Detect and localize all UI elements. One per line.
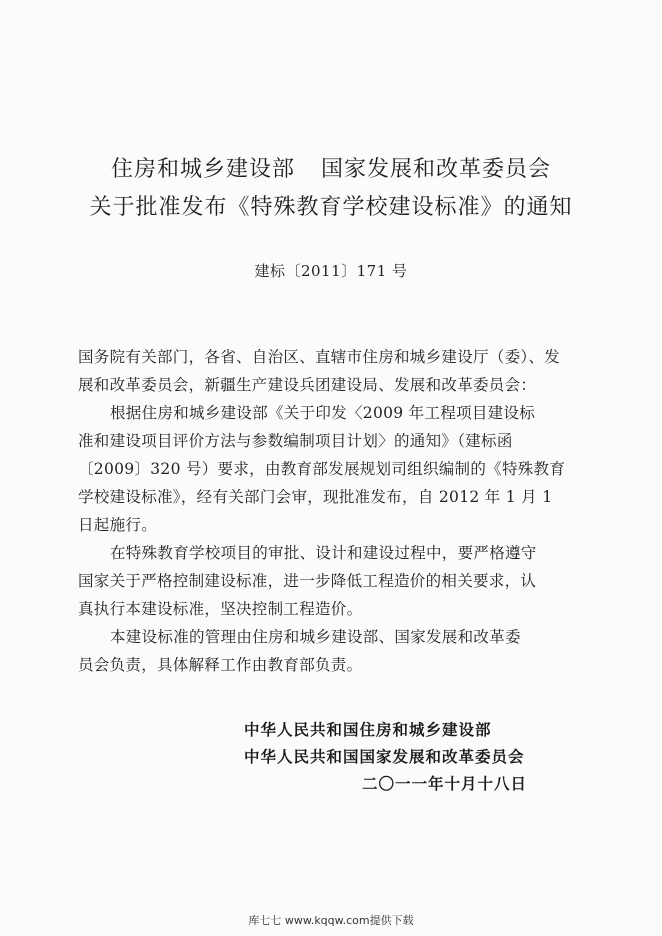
paragraph-line: 本建设标准的管理由住房和城乡建设部、国家发展和改革委: [110, 628, 521, 646]
paragraph-line: 根据住房和城乡建设部《关于印发〈2009 年工程项目建设标: [110, 404, 536, 422]
footer-watermark: 库七七 www.kqqw.com提供下载: [248, 914, 414, 927]
paragraph-line: 准和建设项目评价方法与参数编制项目计划〉的通知》（建标函: [78, 432, 513, 450]
title-issuer-1: 住房和城乡建设部: [110, 157, 295, 182]
title-issuer-2: 国家发展和改革委员会: [321, 157, 552, 182]
addressee-line: 国务院有关部门，各省、自治区、直辖市住房和城乡建设厅（委）、发: [78, 348, 561, 366]
title-line-2: 关于批准发布《特殊教育学校建设标准》的通知: [89, 195, 573, 220]
signature-date: 二〇一一年十月十八日: [362, 775, 528, 793]
title-line-1: [0, 152, 662, 183]
paragraph-line: 学校建设标准》，经有关部门会审，现批准发布，自 2012 年 1 月 1: [78, 488, 553, 506]
addressee-line: 展和改革委员会，新疆生产建设兵团建设局、发展和改革委员会：: [78, 376, 537, 394]
paragraph-line: 国家关于严格控制建设标准，进一步降低工程造价的相关要求，认: [78, 572, 537, 590]
signer-mohurd: 中华人民共和国住房和城乡建设部: [244, 721, 492, 739]
paragraph-line: 〔2009〕320 号）要求，由教育部发展规划司组织编制的《特殊教育: [78, 460, 566, 478]
document-number: 建标〔2011〕171 号: [254, 262, 408, 280]
paragraph-line: 真执行本建设标准，坚决控制工程造价。: [78, 600, 363, 618]
paragraph-line: 员会负责，具体解释工作由教育部负责。: [78, 656, 363, 674]
paragraph-line: 在特殊教育学校项目的审批、设计和建设过程中，要严格遵守: [110, 544, 537, 562]
signer-ndrc: 中华人民共和国国家发展和改革委员会: [244, 748, 525, 766]
paragraph-line: 日起施行。: [78, 516, 158, 534]
